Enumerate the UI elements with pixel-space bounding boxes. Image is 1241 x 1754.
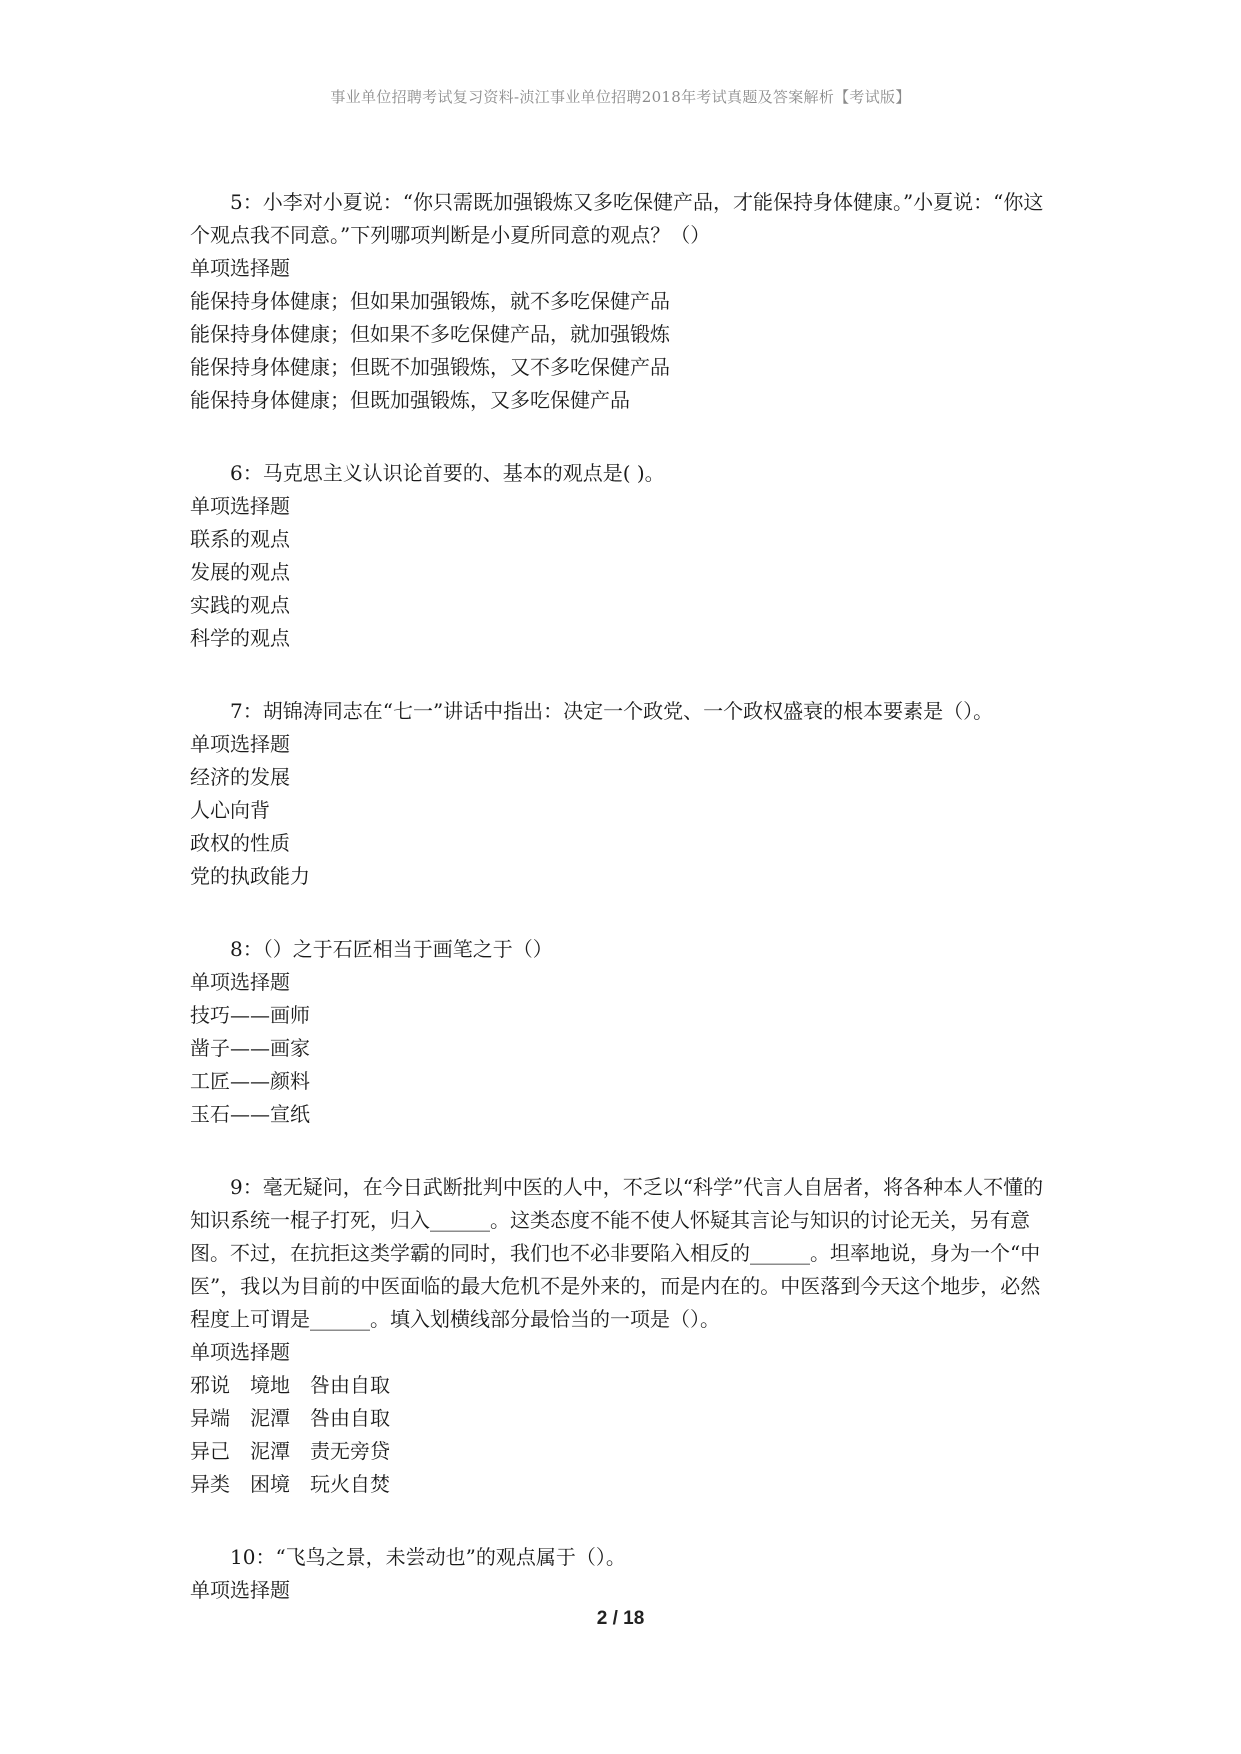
- question-type: 单项选择题: [190, 256, 290, 280]
- option: 联系的观点: [190, 527, 290, 551]
- option: 异己 泥潭 责无旁贷: [190, 1439, 390, 1463]
- question-type: 单项选择题: [190, 494, 290, 518]
- question-stem: 6：马克思主义认识论首要的、基本的观点是( )。: [230, 461, 665, 485]
- question-stem: 8：（）之于石匠相当于画笔之于（）: [230, 937, 553, 961]
- option: 玉石——宣纸: [190, 1102, 310, 1126]
- option: 凿子——画家: [190, 1036, 310, 1060]
- question-stem: 9：毫无疑问，在今日武断批判中医的人中，不乏以“科学”代言人自居者，将各种本人不懂的知识系统一棍子打死，归入______。这类态度不能不使人怀疑其言论与知识的讨论无关，另有意图。不过，在抗拒这类学霸的同时，我们也不必非要陷入相反的______。坦率地说，身为一个“中医”，我以为目前的中医面临的最大危机不是外来的，而是内在的。中医落到今天这个地步，必然程度上可谓是______。填入划横线部分最恰当的一项是（）。: [190, 1175, 1044, 1331]
- option: 邪说 境地 咎由自取: [190, 1373, 390, 1397]
- page-number: 2 / 18: [596, 1608, 645, 1629]
- question-7: [190, 695, 1060, 893]
- option: 技巧——画师: [190, 1003, 310, 1027]
- question-stem: 10：“飞鸟之景，未尝动也”的观点属于（）。: [230, 1545, 626, 1569]
- question-type: 单项选择题: [190, 970, 290, 994]
- question-stem: 5：小李对小夏说：“你只需既加强锻炼又多吃保健产品，才能保持身体健康。”小夏说：“你这个观点我不同意。”下列哪项判断是小夏所同意的观点？（）: [190, 190, 1044, 247]
- option: 经济的发展: [190, 765, 290, 789]
- question-type: 单项选择题: [190, 1340, 290, 1364]
- option: 人心向背: [190, 798, 270, 822]
- question-type: 单项选择题: [190, 1578, 290, 1602]
- option: 能保持身体健康；但如果不多吃保健产品，就加强锻炼: [190, 322, 670, 346]
- question-6: [190, 457, 1060, 655]
- option: 异类 困境 玩火自焚: [190, 1472, 390, 1496]
- option: 发展的观点: [190, 560, 290, 584]
- question-type: 单项选择题: [190, 732, 290, 756]
- page-header: 事业单位招聘考试复习资料-浈江事业单位招聘2018年考试真题及答案解析【考试版】: [330, 88, 911, 106]
- question-5: [190, 186, 1060, 417]
- question-stem: 7：胡锦涛同志在“七一”讲话中指出：决定一个政党、一个政权盛衰的根本要素是（）。: [230, 699, 994, 723]
- option: 科学的观点: [190, 626, 290, 650]
- question-8: [190, 933, 1060, 1131]
- question-9: [190, 1171, 1060, 1501]
- option: 能保持身体健康；但既不加强锻炼，又不多吃保健产品: [190, 355, 670, 379]
- option: 政权的性质: [190, 831, 290, 855]
- option: 能保持身体健康；但如果加强锻炼，就不多吃保健产品: [190, 289, 670, 313]
- option: 工匠——颜料: [190, 1069, 310, 1093]
- option: 能保持身体健康；但既加强锻炼，又多吃保健产品: [190, 388, 630, 412]
- option: 实践的观点: [190, 593, 290, 617]
- question-10: [190, 1541, 1060, 1607]
- option: 党的执政能力: [190, 864, 310, 888]
- document-body: [190, 186, 1060, 1647]
- option: 异端 泥潭 咎由自取: [190, 1406, 390, 1430]
